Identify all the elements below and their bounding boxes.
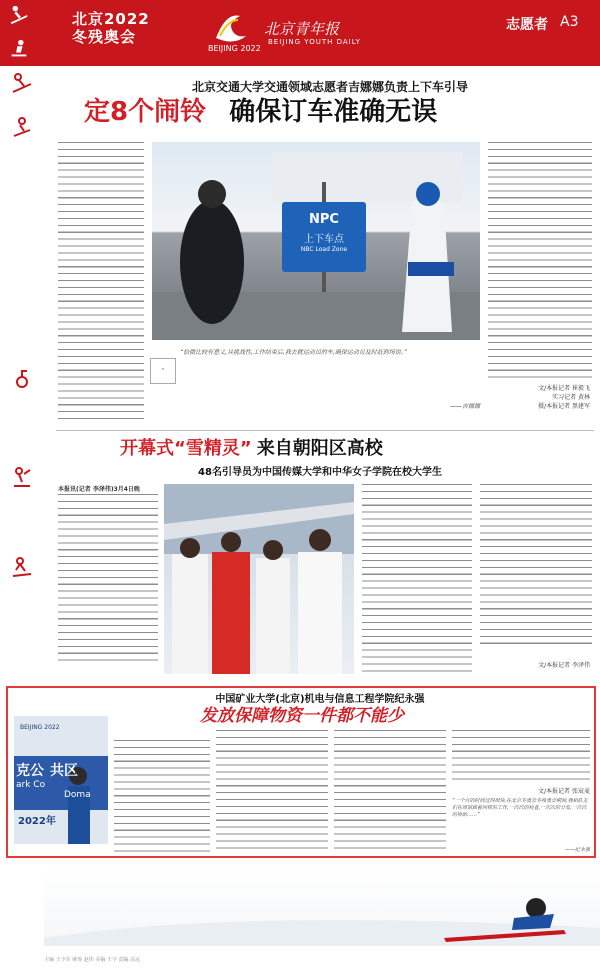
story1-kicker: 北京交通大学交通领域志愿者吉娜娜负责上下车引导 bbox=[191, 80, 468, 94]
masthead-banner bbox=[0, 0, 600, 66]
sign-zone-en: NBC Load Zone bbox=[300, 246, 348, 253]
snow-spirit-guides-illustration bbox=[164, 484, 354, 674]
story2-column-3 bbox=[480, 484, 592, 644]
divider bbox=[56, 430, 594, 431]
sign-zone-cn: 上下车点 bbox=[304, 234, 344, 245]
story3-byline: 文/本报记者 张宸麦 bbox=[538, 788, 590, 795]
story1-headline-black: 确保订车准确无误 bbox=[229, 97, 438, 127]
story1-byline: 文/本报记者 崔毅飞 实习记者 黄林 摄/本报记者 黑建军 bbox=[538, 385, 590, 410]
backdrop-text-4: Doma bbox=[64, 790, 91, 800]
sled-athlete-illustration bbox=[44, 868, 600, 946]
story2-column-2 bbox=[362, 484, 472, 674]
backdrop-text-5: 2022年 bbox=[18, 816, 56, 827]
beijing-2022-emblem-icon bbox=[206, 8, 252, 46]
backdrop-text-3: ark Co bbox=[16, 780, 46, 790]
story2-dateline: 本报讯(记者 李泽伟)3月4日晚 bbox=[58, 486, 140, 493]
story1-quote-attribution: ——吉娜娜 bbox=[449, 403, 480, 410]
backdrop-text-2: 共区 bbox=[50, 763, 78, 779]
section-name: 志愿者 bbox=[506, 17, 548, 33]
story2-byline: 文/本报记者 李泽伟 bbox=[538, 662, 590, 669]
photo-caption: BEIJING 2022 bbox=[20, 724, 60, 731]
story2-headline-red: 开幕式“雪精灵” bbox=[120, 438, 252, 459]
sledge-hockey-icon bbox=[8, 38, 30, 60]
biathlon-icon bbox=[10, 466, 34, 490]
games-title: 北京2022 冬残奥会 bbox=[72, 10, 150, 46]
story1-column-1 bbox=[58, 142, 144, 424]
emblem-caption: BEIJING 2022 bbox=[208, 44, 261, 53]
story3-column-2 bbox=[216, 730, 328, 852]
para-skier-icon bbox=[10, 72, 34, 96]
skier-icon bbox=[8, 4, 30, 26]
quote-mark-icon: “ bbox=[150, 358, 176, 384]
page-number: A3 bbox=[560, 14, 579, 30]
bottom-decoration bbox=[44, 868, 600, 946]
newspaper-name: 北京青年报 bbox=[264, 20, 340, 38]
sign-npc: NPC bbox=[309, 212, 339, 227]
story1-headline bbox=[84, 92, 584, 132]
story3-headline: 发放保障物资一件都不能少 bbox=[200, 706, 404, 726]
story3-column-1 bbox=[114, 740, 210, 852]
curling-icon bbox=[10, 366, 34, 390]
story3-column-3 bbox=[334, 730, 446, 852]
story1-column-3 bbox=[488, 142, 592, 378]
story3-column-4 bbox=[452, 730, 590, 780]
story2-headline bbox=[120, 434, 560, 464]
story2-subhead: 48名引导员为中国传媒大学和中华女子学院在校大学生 bbox=[198, 467, 442, 478]
story1-headline-red: 定8个闹铃 bbox=[84, 97, 207, 127]
cross-country-icon bbox=[10, 556, 34, 580]
snowboarder-icon bbox=[10, 116, 34, 140]
story3-kicker: 中国矿业大学(北京)机电与信息工程学院纪永强 bbox=[215, 694, 425, 705]
story1-quote-box bbox=[150, 348, 480, 414]
newspaper-english-name: BEIJING YOUTH DAILY bbox=[268, 38, 361, 46]
story1-photo bbox=[152, 142, 480, 340]
story3-quote-attribution: ——纪永强 bbox=[564, 847, 590, 853]
story2-headline-black: 来自朝阳区高校 bbox=[256, 438, 383, 459]
backdrop-text-1: 克公 bbox=[16, 763, 44, 779]
story3-quote: “一个月的时间过得很快,在北京冬奥会冬残奥会期间,我和队友们在场馆做着同样的工作,一次次的检查,一次次的分发,一次次的协助……” bbox=[452, 798, 588, 818]
story2-photo bbox=[164, 484, 354, 674]
story2-column-1 bbox=[58, 494, 158, 664]
story1-quote: “恰微比较有意义,具挑战性,工作结束后,我去就运动员的车,确保运动员及时赶到场馆。” bbox=[180, 349, 407, 356]
page-footer: 主编 王少军 统筹 赵伟 美编 王宇 责编 高远 bbox=[44, 957, 141, 963]
story3-photo bbox=[14, 716, 108, 844]
